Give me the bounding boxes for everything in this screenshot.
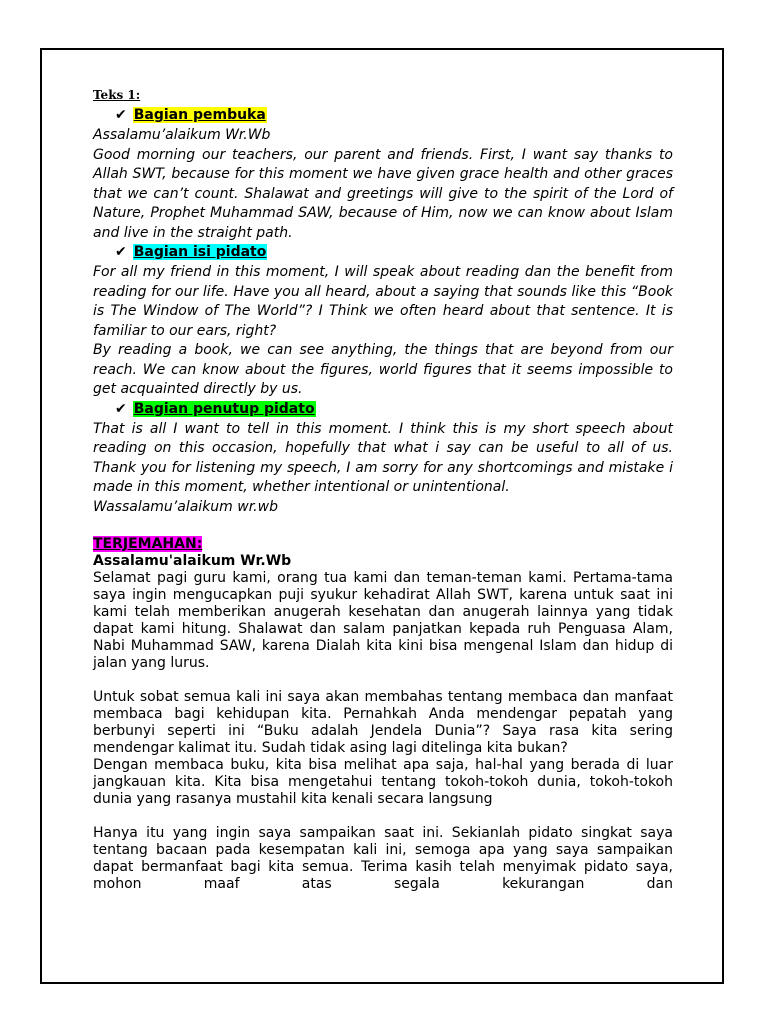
heading-penutup: [93, 400, 673, 420]
paragraph-penutup-en: That is all I want to tell in this moment. I think this is my short speech about reading on this occasion, hopefully that what i say can be useful to all of us. Thank you for listening my speech, I am sorry for any shortcomings and mistake i made in this moment, whether intentional or unintentional.: [93, 420, 673, 495]
section-label-isi: Bagian isi pidato: [133, 244, 267, 260]
paragraph-isi-1-en: For all my friend in this moment, I will speak about reading dan the benefit from reading for our life. Have you all heard, about a saying that sounds like this “Book is The Window of The World”? I Think we often heard about that sentence. It is familiar to our ears, right?: [93, 264, 673, 339]
english-text: [93, 126, 673, 243]
terjemahan-title-row: [93, 535, 673, 553]
salam-open-en: Assalamu’alaikum Wr.Wb: [93, 127, 271, 143]
english-text-isi: [93, 263, 673, 400]
terjemahan-title: TERJEMAHAN:: [93, 536, 203, 552]
english-text-penutup: [93, 420, 673, 518]
heading-isi: [93, 243, 673, 263]
teks-title: Teks 1:: [93, 88, 141, 102]
checkmark-icon: ✔: [115, 107, 127, 123]
section-label-penutup: Bagian penutup pidato: [133, 400, 315, 417]
paragraph-2-id: Untuk sobat semua kali ini saya akan membahas tentang membaca dan manfaat membaca bagi kehidupan kita. Pernahkah Anda mendengar pepatah yang berbunyi seperti ini “Buku adalah Jendela Dunia”? Saya rasa kita sering mendengar kalimat itu. Sudah tidak asing lagi ditelinga kita bukan?: [93, 689, 673, 756]
paragraph-pembuka-en: Good morning our teachers, our parent and friends. First, I want say thanks to Allah SWT, because for this moment we have given grace health and other graces that we can’t count. Shalawat and greetings will give to the spirit of the Lord of Nature, Prophet Muhammad SAW, because of Him, now we can know about Islam and live in the straight path.: [93, 146, 673, 241]
paragraph-isi-2-en: By reading a book, we can see anything, the things that are beyond from our reach. We can know about the figures, world figures that it seems impossible to get acquainted directly by us.: [93, 342, 673, 397]
heading-pembuka: [93, 106, 673, 126]
salam-open-id: Assalamu'alaikum Wr.Wb: [93, 553, 292, 569]
paragraph-3-id: Dengan membaca buku, kita bisa melihat apa saja, hal-hal yang berada di luar jangkauan kita. Kita bisa mengetahui tentang tokoh-tokoh dunia, tokoh-tokoh dunia yang rasanya mustahil kita kenali secara langsung: [93, 757, 673, 807]
section-label-pembuka: Bagian pembuka: [133, 107, 266, 123]
checkmark-icon: ✔: [115, 400, 127, 417]
indonesian-text: [93, 553, 673, 893]
document-body: [93, 86, 673, 893]
checkmark-icon: ✔: [115, 244, 127, 260]
paragraph-1-id: Selamat pagi guru kami, orang tua kami dan teman-teman kami. Pertama-tama saya ingin mengucapkan puji syukur kehadirat Allah SWT, karena untuk saat ini kami telah memberikan anugerah kesehatan dan anugerah lainnya yang tidak dapat kami hitung. Shalawat dan salam panjatkan kepada ruh Penguasa Alam, Nabi Muhammad SAW, karena Dialah kita kini bisa mengenal Islam dan hidup di jalan yang lurus.: [93, 570, 673, 671]
paragraph-4-id: Hanya itu yang ingin saya sampaikan saat ini. Sekianlah pidato singkat saya tentang bacaan pada kesempatan kali ini, semoga apa yang saya sampaikan dapat bermanfaat bagi kita semua. Terima kasih telah menyimak pidato saya, mohon maaf atas segala kekurangan dan: [93, 825, 673, 892]
salam-close-en: Wassalamu’alaikum wr.wb: [93, 498, 278, 515]
